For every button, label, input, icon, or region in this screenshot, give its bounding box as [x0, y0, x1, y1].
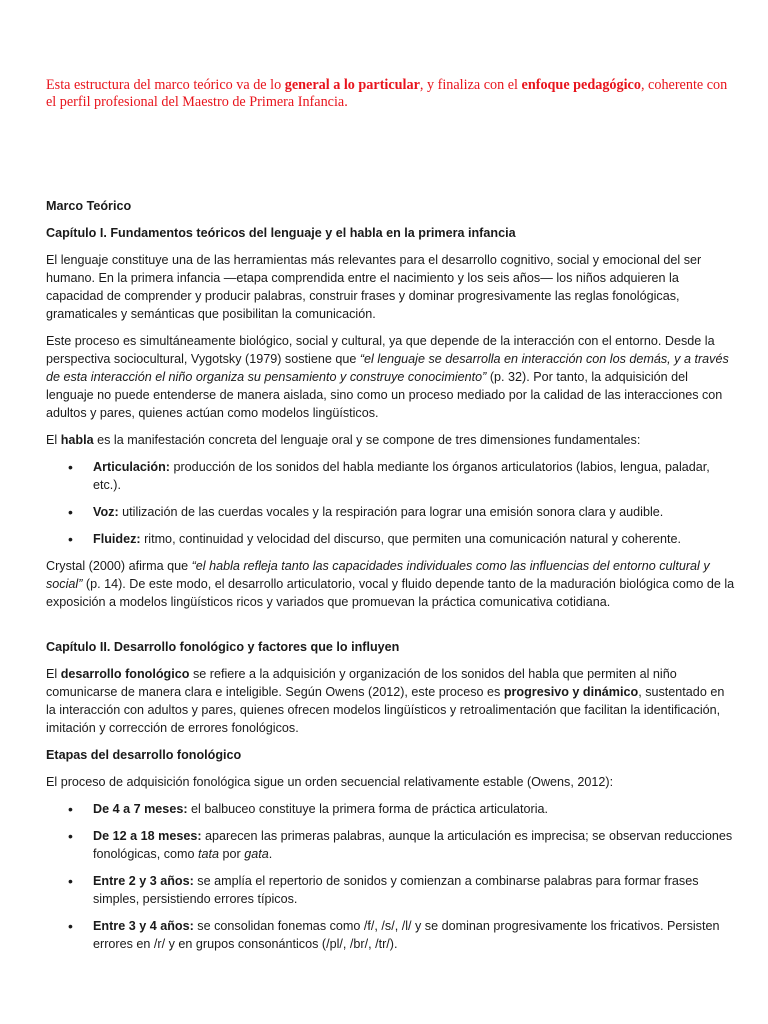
intro-note	[46, 77, 736, 111]
paragraph-text: se refiere a la adquisición y organización de los sonidos del habla que permiten al niño comunicarse de manera clara e inteligible. Según Owens (2012), este proceso es	[46, 667, 677, 699]
paragraph-text: El	[46, 667, 61, 681]
example-word: tata	[198, 847, 220, 861]
list-item-text: el balbuceo constituye la primera forma de práctica articulatoria.	[187, 802, 549, 816]
chapter-1-heading: Capítulo I. Fundamentos teóricos del lenguaje y el habla en la primera infancia	[46, 226, 516, 240]
list-item-term: Articulación:	[93, 460, 170, 474]
document-title: Marco Teórico	[46, 199, 132, 213]
list-item	[93, 800, 736, 818]
list-item-text: utilización de las cuerdas vocales y la respiración para lograr una emisión sonora clara y audible.	[118, 505, 664, 519]
term-progresivo: progresivo y dinámico	[503, 685, 639, 699]
list-item-text: ritmo, continuidad y velocidad del discurso, que permiten una comunicación natural y coherente.	[140, 532, 682, 546]
list-item-term: Voz:	[93, 505, 119, 519]
list-item	[93, 872, 736, 908]
list-item	[93, 458, 736, 494]
list-item-term: De 12 a 18 meses:	[93, 829, 202, 843]
list-item-text: por	[219, 847, 245, 861]
list-item	[93, 827, 736, 863]
intro-text: , y finaliza con el	[419, 77, 522, 93]
list-item-text: aparecen las primeras palabras, aunque la articulación es imprecisa; se observan reducciones fonológicas, como	[93, 829, 733, 861]
list-item-text: se amplía el repertorio de sonidos y comienzan a combinarse palabras para formar frases simples, persistiendo errores típicos.	[93, 874, 699, 906]
paragraph-text: es la manifestación concreta del lenguaje oral y se compone de tres dimensiones fundamentales:	[93, 433, 641, 447]
term-desarrollo-fonologico: desarrollo fonológico	[60, 667, 190, 681]
paragraph-text: , sustentado en la interacción con adultos y pares, quienes ofrecen modelos lingüísticos y retroalimentación que facilitan la identificación, imitación y corrección de errores fonológicos.	[46, 685, 725, 735]
chapter-1-paragraph-4	[46, 557, 736, 611]
chapter-2-paragraph-2: El proceso de adquisición fonológica sigue un orden secuencial relativamente estable (Owens, 2012):	[46, 775, 614, 789]
list-item-text: se consolidan fonemas como /f/, /s/, /l/ y se dominan progresivamente los fricativos. Persisten errores en /r/ y en grupos consonánticos (/pl/, /br/, /tr/).	[93, 919, 720, 951]
list-item	[93, 503, 736, 521]
speech-dimensions-list	[46, 458, 736, 548]
intro-text: Esta estructura del marco teórico va de lo	[46, 77, 285, 93]
crystal-quote: “el habla refleja tanto las capacidades individuales como las influencias del entorno cultural y social”	[46, 559, 710, 591]
chapter-1-paragraph-1: El lenguaje constituye una de las herramientas más relevantes para el desarrollo cognitivo, social y emocional del ser humano. En la primera infancia —etapa comprendida entre el nacimiento y los seis años— los niños adquieren la capacidad de comprender y producir palabras, construir frases y dominar progresivamente las reglas fonológicas, gramaticales y semánticas que posibilitan la comunicación.	[46, 253, 702, 321]
document-body	[46, 197, 736, 962]
stages-subheading: Etapas del desarrollo fonológico	[46, 748, 242, 762]
chapter-2-paragraph-1	[46, 665, 736, 737]
paragraph-text: Este proceso es simultáneamente biológico, social y cultural, ya que depende de la interacción con el entorno. Desde la perspectiva sociocultural, Vygotsky (1979) sostiene que	[46, 334, 715, 366]
chapter-2-heading: Capítulo II. Desarrollo fonológico y factores que lo influyen	[46, 640, 400, 654]
chapter-1-paragraph-2	[46, 332, 736, 422]
vygotsky-quote: “el lenguaje se desarrolla en interacción con los demás, y a través de esta interacción el niño organiza su pensamiento y construye conocimiento”	[46, 352, 729, 384]
list-item	[93, 917, 736, 953]
paragraph-text: (p. 14). De este modo, el desarrollo articulatorio, vocal y fluido depende tanto de la maduración biológica como de la exposición a modelos lingüísticos ricos y variados que promuevan la práctica comunicativa cotidiana.	[46, 577, 735, 609]
paragraph-text: (p. 32). Por tanto, la adquisición del lenguaje no puede entenderse de manera aislada, sino como un proceso mediado por la calidad de las interacciones con adultos y pares, quienes actúan como modelos lingüísticos.	[46, 370, 723, 420]
paragraph-text: El	[46, 433, 61, 447]
list-item-text: .	[268, 847, 273, 861]
list-item-term: Entre 2 y 3 años:	[93, 874, 194, 888]
intro-emphasis: enfoque pedagógico	[521, 77, 641, 93]
intro-text: , coherente con el perfil profesional del Maestro de Primera Infancia.	[46, 77, 728, 110]
intro-emphasis: general a lo particular	[284, 77, 420, 93]
paragraph-text: Crystal (2000) afirma que	[46, 559, 192, 573]
chapter-1-paragraph-3	[46, 431, 736, 449]
list-item	[93, 530, 736, 548]
list-item-term: De 4 a 7 meses:	[93, 802, 188, 816]
phonological-stages-list	[46, 800, 736, 953]
list-item-term: Fluidez:	[93, 532, 141, 546]
list-item-text: producción de los sonidos del habla mediante los órganos articulatorios (labios, lengua, paladar, etc.).	[93, 460, 710, 492]
example-word: gata	[244, 847, 269, 861]
list-item-term: Entre 3 y 4 años:	[93, 919, 194, 933]
term-habla: habla	[60, 433, 94, 447]
